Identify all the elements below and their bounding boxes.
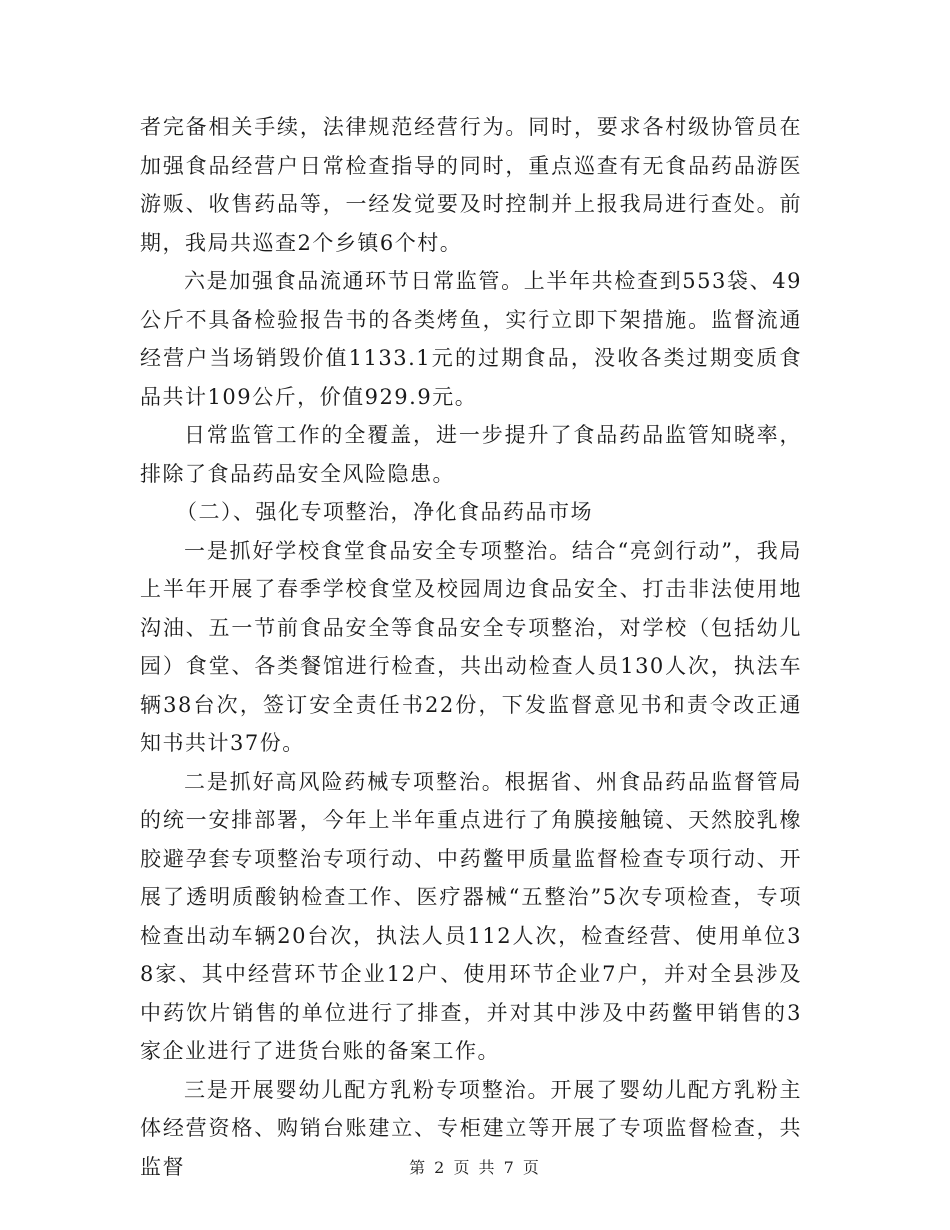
paragraph-continuation: 者完备相关手续，法律规范经营行为。同时，要求各村级协管员在加强食品经营户日常检查指导的同时，重点巡查有无食品药品游医游贩、收售药品等，一经发觉要及时控制并上报我局进行查处。前期，我局共巡查2个乡镇6个村。 xyxy=(140,115,802,255)
paragraph-high-risk-devices: 二是抓好高风险药械专项整治。根据省、州食品药品监督管局的统一安排部署，今年上半年重点进行了角膜接触镜、天然胶乳橡胶避孕套专项整治专项行动、中药鳖甲质量监督检查专项行动、开展了透明质酸钠检查工作、医疗器械“五整治”5次专项检查，专项检查出动车辆20台次，执法人员112人次，检查经营、使用单位38家、其中经营环节企业12户、使用环节企业7户，并对全县涉及中药饮片销售的单位进行了排查，并对其中涉及中药鳖甲销售的3家企业进行了进货台账的备案工作。 xyxy=(140,769,802,1063)
page-footer: 第 2 页 共 7 页 xyxy=(409,1158,541,1177)
paragraph-summary: 日常监管工作的全覆盖，进一步提升了食品药品监管知晓率，排除了食品药品安全风险隐患。 xyxy=(140,423,802,486)
paragraph-infant-formula: 三是开展婴幼儿配方乳粉专项整治。开展了婴幼儿配方乳粉主体经营资格、购销台账建立、专柜建立等开展了专项监督检查，共监督 xyxy=(140,1077,802,1179)
document-body xyxy=(140,108,802,1186)
section-heading: （二）、强化专项整治，净化食品药品市场 xyxy=(176,500,593,524)
paragraph-school-canteen: 一是抓好学校食堂食品安全专项整治。结合“亮剑行动”，我局上半年开展了春季学校食堂及校园周边食品安全、打击非法使用地沟油、五一节前食品安全等食品安全专项整治，对学校（包括幼儿园）食堂、各类餐馆进行检查，共出动检查人员130人次，执法车辆38台次，签订安全责任书22份，下发监督意见书和责令改正通知书共计37份。 xyxy=(140,538,802,755)
paragraph-circulation-supervision: 六是加强食品流通环节日常监管。上半年共检查到553袋、49公斤不具备检验报告书的各类烤鱼，实行立即下架措施。监督流通经营户当场销毁价值1133.1元的过期食品，没收各类过期变质食品共计109公斤，价值929.9元。 xyxy=(140,269,802,409)
